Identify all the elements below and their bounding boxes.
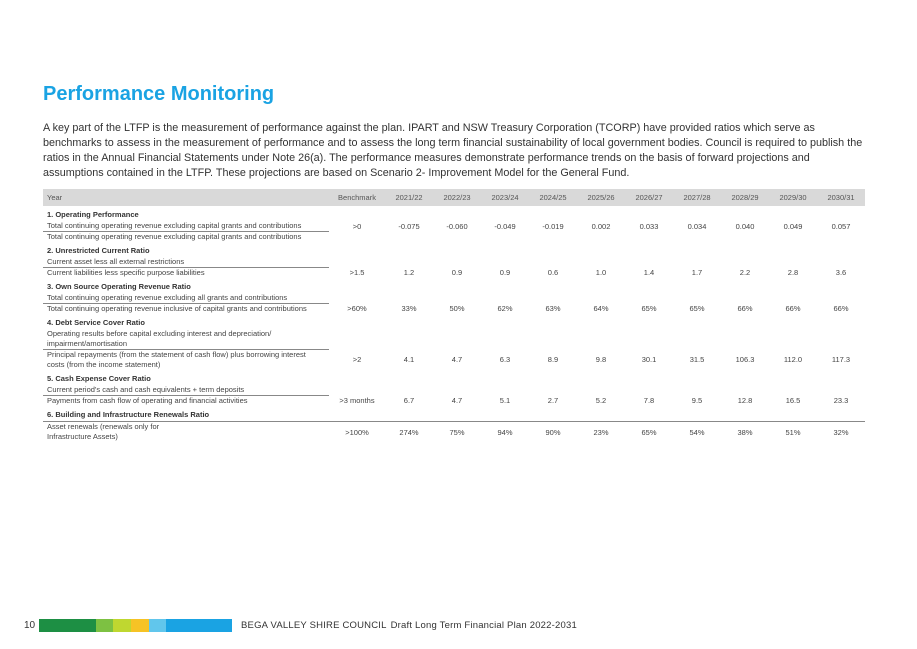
organisation-name: BEGA VALLEY SHIRE COUNCIL: [241, 620, 387, 631]
table-row: [43, 268, 865, 279]
column-header: 2027/28: [673, 189, 721, 206]
year-value: -0.060: [446, 221, 468, 231]
table-row: [43, 385, 865, 396]
year-value: 106.3: [735, 355, 755, 365]
column-header-year: Year: [43, 189, 329, 206]
column-header: 2023/24: [481, 189, 529, 206]
year-value: 7.8: [643, 396, 655, 406]
performance-ratios-table: [43, 189, 865, 442]
section-title: 6. Building and Infrastructure Renewals Ratio: [47, 410, 210, 419]
year-value: 75%: [449, 427, 465, 437]
ratio-numerator: Total continuing operating revenue excluding capital grants and contributions: [43, 221, 329, 232]
year-value: 1.4: [643, 268, 655, 278]
year-value: 274%: [399, 427, 419, 437]
year-value: 66%: [785, 304, 801, 314]
ratio-denominator: Total continuing operating revenue excluding capital grants and contributions: [47, 232, 302, 241]
ratio-numerator: Current asset less all external restrictions: [43, 257, 329, 268]
year-value: 0.9: [451, 268, 463, 278]
column-header-benchmark: Benchmark: [329, 189, 385, 206]
year-value: 30.1: [641, 355, 657, 365]
year-value: 0.049: [783, 221, 803, 231]
column-header: 2022/23: [433, 189, 481, 206]
brand-color-bar-light-green: [96, 619, 113, 632]
ratio-numerator: Total continuing operating revenue excluding all grants and contributions: [43, 293, 329, 304]
year-value: 0.033: [639, 221, 659, 231]
table-row: [43, 232, 865, 243]
column-header: 2030/31: [817, 189, 865, 206]
benchmark-value: >1.5: [349, 268, 365, 278]
page-title: Performance Monitoring: [43, 83, 275, 105]
year-value: 112.0: [783, 355, 803, 365]
table-row: [43, 257, 865, 268]
year-value: 66%: [833, 304, 849, 314]
column-header: 2024/25: [529, 189, 577, 206]
document-title: Draft Long Term Financial Plan 2022-2031: [390, 620, 577, 631]
year-value: 8.9: [547, 355, 559, 365]
table-row: [43, 221, 865, 232]
year-value: 66%: [737, 304, 753, 314]
year-value: 2.7: [547, 396, 559, 406]
year-value: 5.1: [499, 396, 511, 406]
column-header: 2026/27: [625, 189, 673, 206]
year-value: 0.9: [499, 268, 511, 278]
year-value: 4.1: [403, 355, 415, 365]
year-value: 54%: [689, 427, 705, 437]
year-value: 23%: [593, 427, 609, 437]
year-value: 62%: [497, 304, 513, 314]
brand-color-bar-sky-blue: [166, 619, 232, 632]
year-value: 3.6: [835, 268, 847, 278]
page-number: 10: [24, 620, 36, 631]
brand-color-bar-light-blue: [149, 619, 166, 632]
benchmark-value: >3 months: [339, 396, 375, 406]
year-value: 1.0: [595, 268, 607, 278]
section-title-row: [43, 406, 865, 421]
page-footer: [0, 619, 917, 633]
year-value: 50%: [449, 304, 465, 314]
ratio-denominator: Current liabilities less specific purpose liabilities: [47, 268, 205, 277]
year-value: -0.019: [542, 221, 564, 231]
year-value: 32%: [833, 427, 849, 437]
column-header: 2028/29: [721, 189, 769, 206]
year-value: 16.5: [785, 396, 801, 406]
year-value: 23.3: [833, 396, 849, 406]
intro-paragraph: A key part of the LTFP is the measurement of performance against the plan. IPART and NSW Treasury Corporation (TCORP) have provided ratios which serve as benchmarks to assess in the measurement of performance and to assess the long term financial sustainability of local government bodies. Council is required to publish the ratios in the Annual Financial Statements under Note 26(a). The performance measures demonstrate performance trends on the basis of forward projections and assumptions contained in the LTFP. These projections are based on Scenario 2- Improvement Model for the General Fund.: [43, 122, 863, 179]
year-value: 9.8: [595, 355, 607, 365]
year-value: 64%: [593, 304, 609, 314]
year-value: 2.8: [787, 268, 799, 278]
brand-color-bar-yellow: [131, 619, 149, 632]
year-value: 94%: [497, 427, 513, 437]
section-title: 4. Debt Service Cover Ratio: [47, 318, 145, 327]
table-row: [43, 396, 865, 407]
year-value: 6.3: [499, 355, 511, 365]
year-value: 2.2: [739, 268, 751, 278]
ratio-denominator: Principal repayments (from the statement of cash flow) plus borrowing interest costs (from the income statement): [47, 350, 306, 369]
year-value: 0.057: [831, 221, 851, 231]
column-header: 2025/26: [577, 189, 625, 206]
year-value: 6.7: [403, 396, 415, 406]
table-row: [43, 350, 865, 371]
ratio-numerator: Asset renewals (renewals only for Infrastructure Assets): [47, 422, 160, 441]
section-title-row: [43, 242, 865, 257]
table-row: [43, 329, 865, 350]
year-value: -0.075: [398, 221, 420, 231]
year-value: 0.6: [547, 268, 559, 278]
year-value: 31.5: [689, 355, 705, 365]
year-value: 0.002: [591, 221, 611, 231]
benchmark-value: >60%: [347, 304, 367, 314]
ratio-numerator: Operating results before capital excluding interest and depreciation/ impairment/amortisation: [43, 329, 329, 350]
year-value: 63%: [545, 304, 561, 314]
column-header: 2029/30: [769, 189, 817, 206]
year-value: 65%: [689, 304, 705, 314]
year-value: 90%: [545, 427, 561, 437]
year-value: 117.3: [831, 355, 851, 365]
column-header: 2021/22: [385, 189, 433, 206]
ratio-denominator: Payments from cash flow of operating and financial activities: [47, 396, 248, 405]
section-title: 2. Unrestricted Current Ratio: [47, 246, 150, 255]
brand-color-bar-lime: [113, 619, 131, 632]
year-value: 4.7: [451, 355, 463, 365]
section-title-row: [43, 278, 865, 293]
year-value: 1.7: [691, 268, 703, 278]
ratio-numerator: Current period's cash and cash equivalents + term deposits: [43, 385, 329, 396]
section-title-row: [43, 206, 865, 221]
year-value: 1.2: [403, 268, 415, 278]
year-value: 4.7: [451, 396, 463, 406]
year-value: 12.8: [737, 396, 753, 406]
benchmark-value: >2: [352, 355, 362, 365]
year-value: -0.049: [494, 221, 516, 231]
table-row: [43, 293, 865, 304]
footer-caption: [241, 620, 577, 631]
year-value: 51%: [785, 427, 801, 437]
year-value: 9.5: [691, 396, 703, 406]
year-value: 0.040: [735, 221, 755, 231]
section-title: 5. Cash Expense Cover Ratio: [47, 374, 151, 383]
section-title-row: [43, 314, 865, 329]
year-value: 65%: [641, 304, 657, 314]
year-value: 38%: [737, 427, 753, 437]
year-value: 5.2: [595, 396, 607, 406]
benchmark-value: >100%: [345, 427, 369, 437]
benchmark-value: >0: [352, 221, 362, 231]
table-header-row: [43, 189, 865, 206]
brand-color-bar-dark-green: [39, 619, 96, 632]
year-value: 0.034: [687, 221, 707, 231]
year-value: 65%: [641, 427, 657, 437]
ratio-denominator: Total continuing operating revenue inclusive of capital grants and contributions: [47, 304, 307, 313]
year-value: 33%: [401, 304, 417, 314]
table-row: [43, 304, 865, 315]
section-title-row: [43, 370, 865, 385]
section-title: 3. Own Source Operating Revenue Ratio: [47, 282, 191, 291]
section-title: 1. Operating Performance: [47, 210, 139, 219]
table-row: [43, 422, 865, 443]
